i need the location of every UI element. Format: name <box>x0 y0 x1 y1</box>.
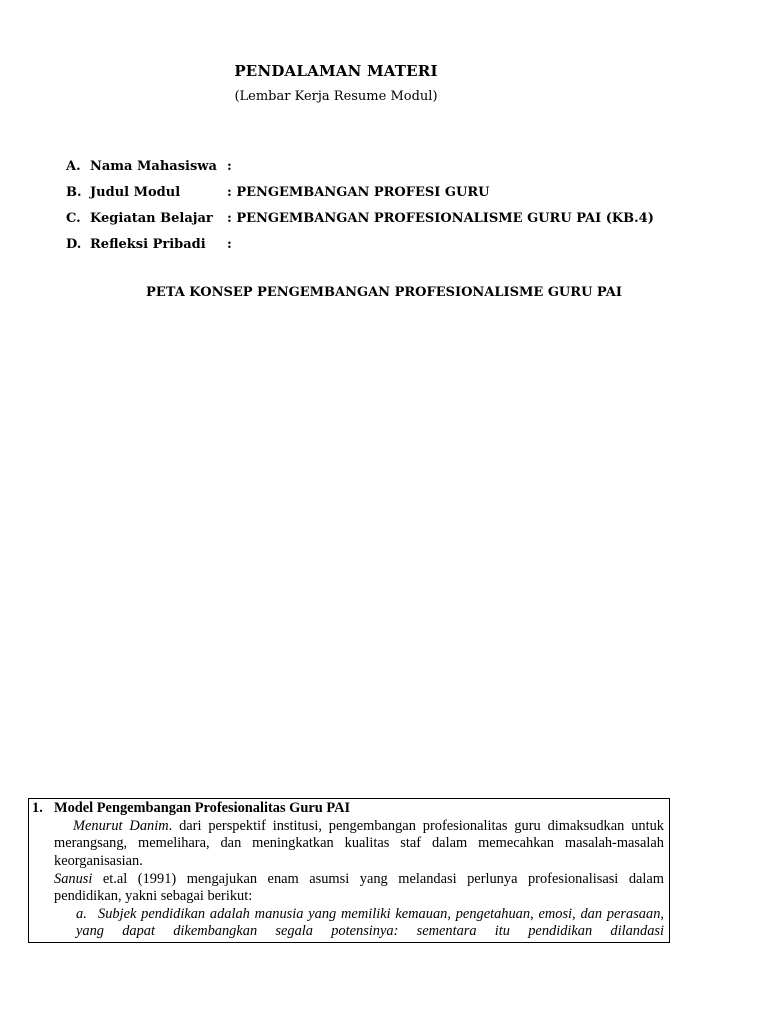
page-title: PENDALAMAN MATERI <box>234 62 438 80</box>
page-subtitle: (Lembar Kerja Resume Modul) <box>234 89 438 104</box>
field-letter: C. <box>66 210 81 226</box>
field-row-name <box>66 153 654 179</box>
section-heading <box>32 800 350 817</box>
list-item-text: Subjek pendidikan adalah manusia yang memiliki kemauan, pengetahuan, emosi, dan perasaan, yang dapat dikembangkan segala potensinya: sementara itu pendidikan dilandasi <box>76 906 664 940</box>
paragraph-danim <box>54 818 664 870</box>
paragraph-text: et.al (1991) mengajukan enam asumsi yang melandasi perlunya profesionalisasi dalam pendidikan, yakni sebagai berikut: <box>54 871 664 905</box>
field-value: : <box>227 158 232 174</box>
field-value: : PENGEMBANGAN PROFESIONALISME GURU PAI (KB.4) <box>227 210 654 226</box>
field-row-reflection <box>66 231 654 257</box>
section-title: Model Pengembangan Profesionalitas Guru PAI <box>54 800 351 816</box>
list-item <box>76 906 664 941</box>
identity-fields <box>66 153 654 257</box>
field-label: Nama Mahasiswa <box>90 158 217 174</box>
author-name: Sanusi <box>54 871 93 887</box>
list-marker: a. <box>76 906 87 922</box>
field-value: : PENGEMBANGAN PROFESI GURU <box>227 184 490 200</box>
field-value: : <box>227 236 232 252</box>
field-letter: D. <box>66 236 82 252</box>
field-letter: A. <box>66 158 81 174</box>
concept-map-heading: PETA KONSEP PENGEMBANGAN PROFESIONALISME GURU PAI <box>146 285 622 300</box>
paragraph-sanusi <box>54 871 664 906</box>
field-row-module-title <box>66 179 654 205</box>
field-label: Refleksi Pribadi <box>90 236 206 252</box>
author-name: Menurut Danim <box>73 818 169 834</box>
field-row-learning-activity <box>66 205 654 231</box>
paragraph-text: . dari perspektif institusi, pengembangan profesionalitas guru dimaksudkan untuk merangsang, memelihara, dan meningkatkan kualitas staf dalam memecahkan masalah-masalah keorganisasian. <box>54 818 664 869</box>
field-label: Kegiatan Belajar <box>90 210 213 226</box>
content-box <box>28 798 670 943</box>
field-letter: B. <box>66 184 82 200</box>
field-label: Judul Modul <box>90 184 181 200</box>
section-number: 1. <box>32 800 43 816</box>
